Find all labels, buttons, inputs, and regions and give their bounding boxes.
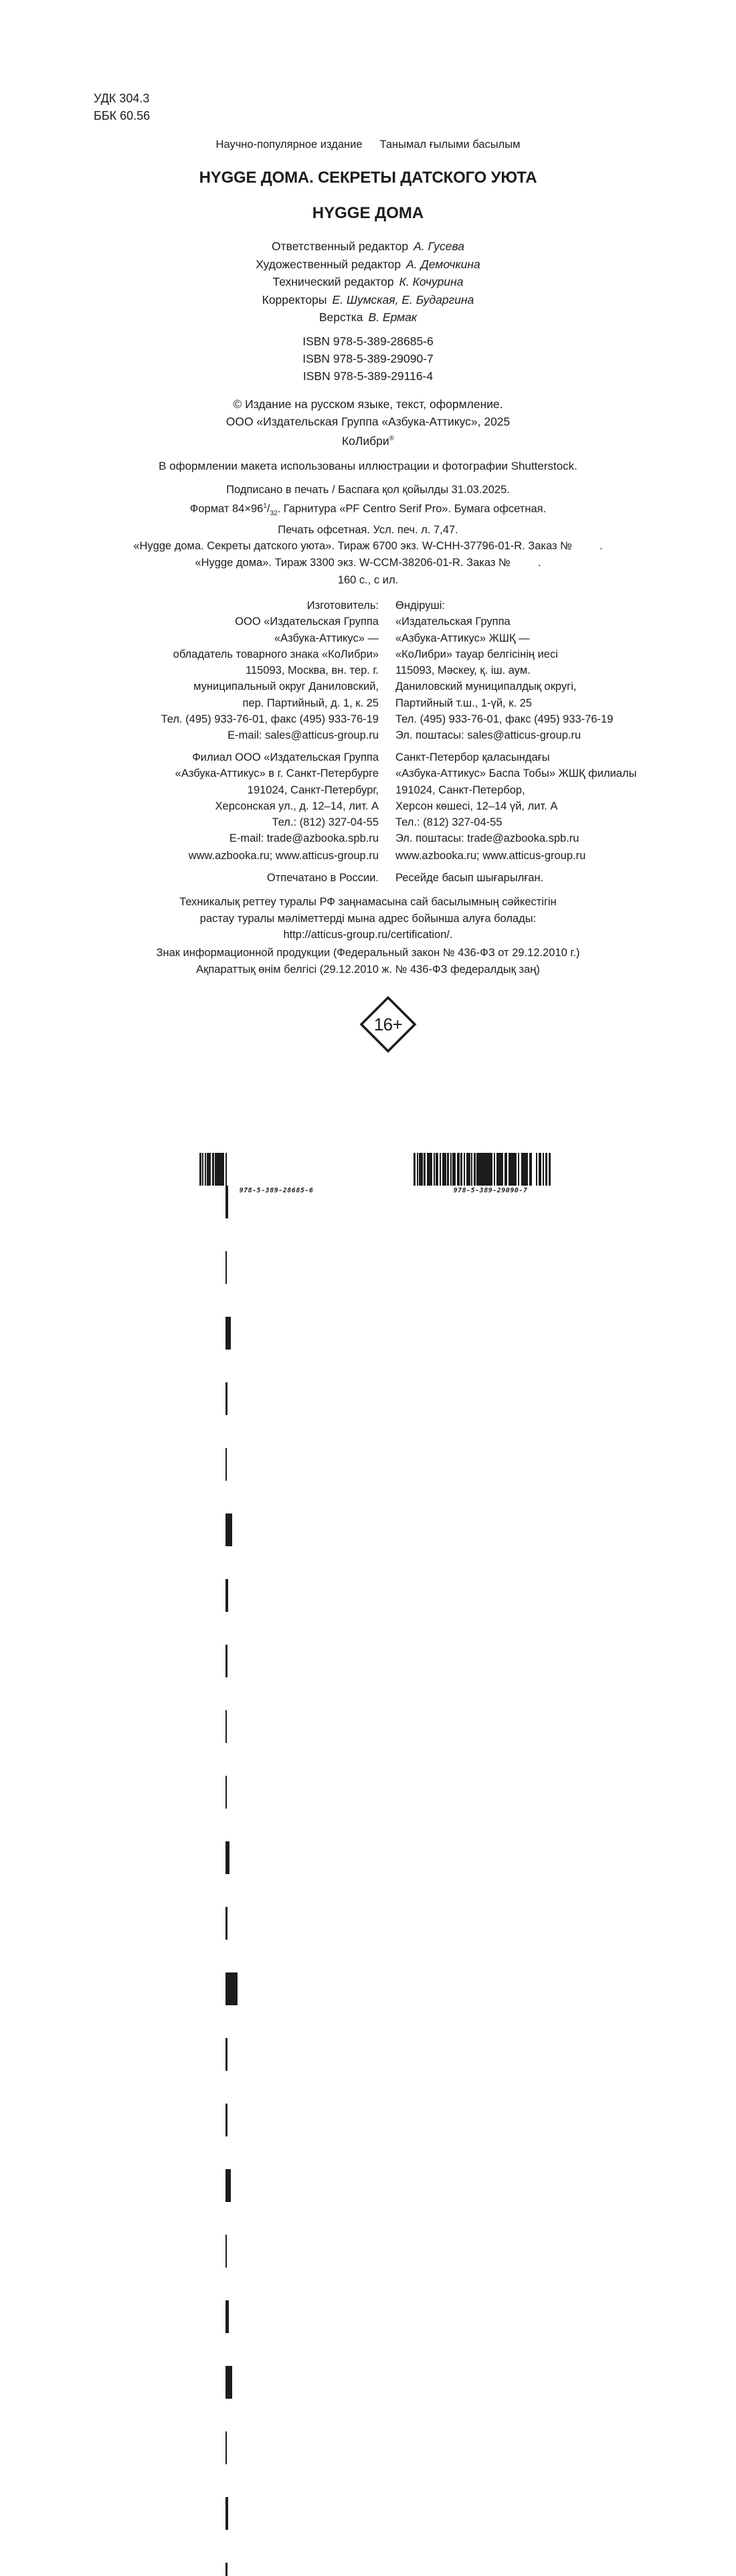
certification-line: растау туралы мәліметтерді мына адрес бойынша алуға болады: — [199, 912, 537, 925]
image-credit: В оформлении макета использованы иллюстрации и фотографии Shutterstock. — [159, 460, 577, 472]
manufacturer-ru-line: муниципальный округ Даниловский, — [193, 680, 379, 693]
format-suffix: . Гарнитура «PF Centro Serif Pro». Бумага офсетная. — [277, 502, 547, 515]
manufacturer-ru-line: Тел. (495) 933-76-01, факс (495) 933-76-19 — [161, 713, 379, 726]
copyright-line: ООО «Издательская Группа «Азбука-Аттикус», 2025 — [225, 415, 511, 428]
page-count: 160 с., с ил. — [337, 574, 399, 586]
udk-code: УДК 304.3 — [94, 92, 150, 105]
edition-type-ru: Научно-популярное издание — [215, 139, 363, 151]
age-rating-note — [0, 945, 736, 978]
manufacturer-kz-line: «КоЛибри» тауар белгісінің иесі — [395, 648, 558, 660]
websites-ru: www.azbooka.ru; www.atticus-group.ru — [188, 850, 379, 862]
manufacturer-ru-line: «Азбука-Аттикус» — — [274, 632, 379, 644]
classification-codes — [94, 90, 150, 124]
credit-line — [0, 308, 736, 327]
edition-type — [0, 139, 736, 151]
credit-line — [0, 273, 736, 291]
format-slash: / — [266, 502, 270, 515]
manufacturer-ru — [161, 597, 379, 744]
branch-ru-line: Филиал ООО «Издательская Группа — [192, 751, 379, 763]
format-prefix: Формат 84×96 — [189, 502, 264, 515]
imprint-label: КоЛибри — [341, 434, 389, 448]
barcode-caption: 978-5-389-29090-7 — [453, 1187, 528, 1194]
print-type: Печать офсетная. Усл. печ. л. 7,47. — [278, 523, 458, 536]
manufacturer-ru-line: 115093, Москва, вн. тер. г. — [245, 664, 379, 677]
signed-date: Подписано в печать / Баспаға қол қойылды 31.03.2025. — [226, 484, 510, 496]
copyright-line: © Издание на русском языке, текст, оформление. — [233, 397, 503, 411]
format-sub: 32 — [270, 509, 278, 517]
websites-kz: www.azbooka.ru; www.atticus-group.ru — [395, 850, 586, 862]
manufacturer-kz-line: 115093, Мәскеу, қ. іш. аум. — [395, 664, 531, 677]
credit-name: Е. Шумская, Е. Бударгина — [332, 292, 474, 306]
printed-in-kz: Ресейде басып шығарылған. — [395, 872, 544, 884]
credit-name: В. Ермак — [368, 310, 418, 324]
manufacturer-ru-line: ООО «Издательская Группа — [235, 616, 379, 628]
manufacturer-ru-line: обладатель товарного знака «КоЛибри» — [173, 648, 379, 660]
branch-ru — [175, 749, 379, 847]
credit-role: Верстка — [318, 310, 363, 324]
imprint-name — [0, 430, 736, 450]
manufacturer-ru-email: E-mail: sales@atticus-group.ru — [227, 729, 379, 742]
printed-in-ru: Отпечатано в России. — [266, 872, 379, 884]
isbn-line: ISBN 978-5-389-29116-4 — [302, 369, 434, 383]
branch-kz-line: Санкт-Петербор қаласындағы — [395, 751, 550, 763]
bbk-code: ББК 60.56 — [94, 109, 151, 122]
print-run-2: «Hygge дома». Тираж 3300 экз. W-CCM-38206-01-R. Заказ № . — [195, 556, 541, 569]
barcode-bars — [199, 1153, 353, 1186]
registered-mark: ® — [389, 435, 395, 442]
manufacturer-kz — [395, 597, 613, 744]
credit-line — [0, 256, 736, 274]
isbn-line: ISBN 978-5-389-28685-6 — [302, 335, 434, 348]
format-line — [0, 498, 736, 522]
credit-role: Художественный редактор — [256, 257, 401, 271]
age-rating-badge-label: 16+ — [373, 1014, 403, 1034]
credit-name: К. Кочурина — [399, 275, 464, 288]
manufacturer-ru-line: Изготовитель: — [306, 600, 379, 612]
isbn-block — [0, 333, 736, 385]
branch-kz-line: Херсон көшесі, 12–14 үй, лит. А — [395, 800, 558, 812]
branch-kz-email: Эл. поштасы: trade@azbooka.spb.ru — [395, 832, 579, 845]
branch-kz — [395, 749, 636, 847]
branch-ru-line: Тел.: (812) 327-04-55 — [272, 816, 379, 829]
manufacturer-kz-line: Даниловский муниципалдық округі, — [395, 680, 577, 693]
manufacturer-kz-line: «Азбука-Аттикус» ЖШҚ — — [395, 632, 530, 644]
certification-line: Техникалық реттеу туралы РФ заңнамасына сай басылымның сәйкестігін — [179, 896, 557, 908]
age-rating-ru: Знак информационной продукции (Федеральный закон № 436-ФЗ от 29.12.2010 г.) — [156, 947, 580, 959]
age-rating-badge — [359, 996, 417, 1053]
credit-role: Корректоры — [262, 292, 327, 306]
barcode-caption: 978-5-389-28685-6 — [239, 1187, 314, 1194]
branch-kz-line: 191024, Санкт-Петербор, — [395, 784, 525, 796]
branch-ru-email: E-mail: trade@azbooka.spb.ru — [229, 832, 379, 845]
barcode-2 — [413, 1153, 567, 1201]
credit-line — [0, 238, 736, 256]
credit-name: А. Гусева — [413, 240, 464, 253]
manufacturer-kz-email: Эл. поштасы: sales@atticus-group.ru — [395, 729, 581, 742]
main-title: HYGGE ДОМА. СЕКРЕТЫ ДАТСКОГО УЮТА — [199, 169, 537, 187]
edition-type-kz: Танымал ғылыми басылым — [379, 139, 521, 151]
certification-url: http://atticus-group.ru/certification/. — [283, 929, 453, 941]
manufacturer-ru-line: пер. Партийный, д. 1, к. 25 — [242, 697, 379, 709]
credit-line — [0, 291, 736, 309]
branch-ru-line: «Азбука-Аттикус» в г. Санкт-Петербурге — [175, 767, 379, 780]
barcode-bars — [413, 1153, 567, 1186]
credit-role: Ответственный редактор — [272, 240, 409, 253]
branch-kz-line: «Азбука-Аттикус» Баспа Тобы» ЖШҚ филиалы — [395, 767, 637, 780]
manufacturer-kz-line: Тел. (495) 933-76-01, факс (495) 933-76-19 — [395, 713, 614, 726]
credit-role: Технический редактор — [272, 275, 394, 288]
manufacturer-kz-line: Партийный т.ш., 1-үй, к. 25 — [395, 697, 532, 709]
barcode-1 — [199, 1153, 353, 1201]
credit-name: А. Демочкина — [406, 257, 480, 271]
print-info — [0, 482, 736, 571]
secondary-title: HYGGE ДОМА — [312, 204, 424, 222]
copyright-block — [0, 395, 736, 450]
format-sup: 1 — [263, 502, 267, 510]
branch-ru-line: Херсонская ул., д. 12–14, лит. А — [215, 800, 379, 812]
certification-note — [0, 894, 736, 943]
credits-block — [0, 238, 736, 327]
manufacturer-kz-line: «Издательская Группа — [395, 616, 511, 628]
isbn-line: ISBN 978-5-389-29090-7 — [302, 352, 434, 365]
age-rating-kz: Ақпараттық өнім белгісі (29.12.2010 ж. № 436-ФЗ федералдық заң) — [196, 963, 540, 976]
print-run-1: «Hygge дома. Секреты датского уюта». Тираж 6700 экз. W-CHH-37796-01-R. Заказ № . — [133, 540, 603, 553]
branch-ru-line: 191024, Санкт-Петербург, — [247, 784, 379, 796]
manufacturer-kz-line: Өндіруші: — [395, 600, 445, 612]
branch-kz-line: Тел.: (812) 327-04-55 — [395, 816, 502, 829]
